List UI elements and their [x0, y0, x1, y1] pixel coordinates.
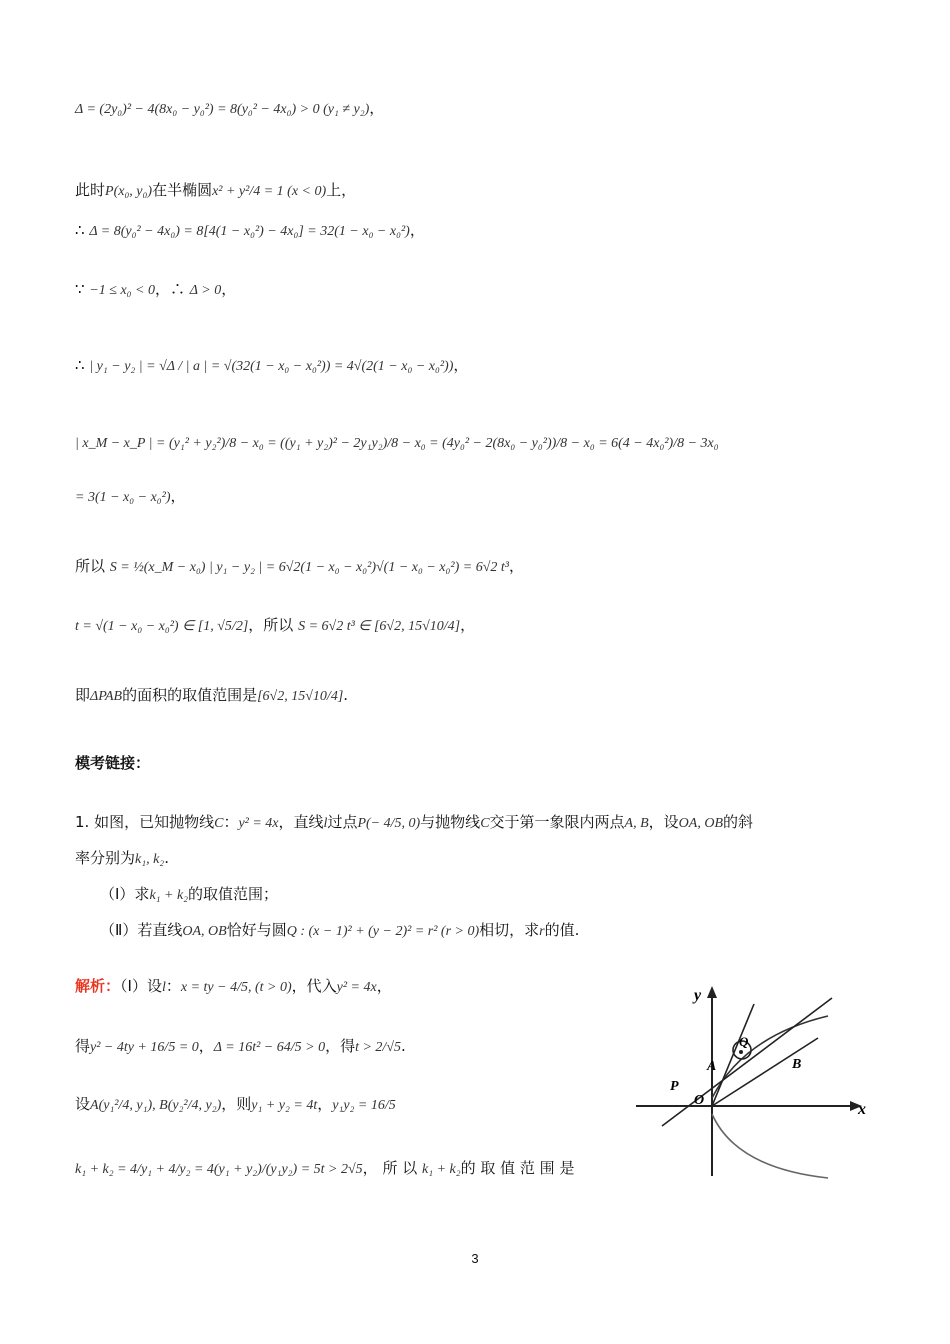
delta-expand-line: ∴ Δ = 8(y₀² − 4x₀) = 8[4(1 − x₀²) − 4x₀] = 32(1 − x₀ − x₀²)， — [75, 221, 425, 239]
delta-equation: Δ = (2y₀)² − 4(8x₀ − y₀²) = 8(y₀² − 4x₀) > 0 (y₁ ≠ y₂) — [75, 102, 370, 117]
x-difference-result: = 3(1 − x₀ − x₀²) — [75, 490, 171, 505]
x-axis-label: x — [858, 1101, 866, 1118]
area-line: 所以 S = ½(x_M − x₀) | y₁ − y₂ | = 6√2(1 − x₀ − x₀²)√(1 − x₀ − x₀²) = 6√2 t³， — [75, 557, 524, 575]
problem-line-2: 率分别为k₁, k₂. — [75, 849, 169, 867]
parabola-figure — [632, 978, 874, 1184]
vieta-sum: y₁ + y₂ = 4t — [251, 1098, 318, 1113]
vieta-product: y₁y₂ = 16/5 — [332, 1098, 396, 1113]
problem-line-1: 1. 如图，已知抛物线C：y² = 4x，直线l过点P(− 4/5, 0)与抛物线C交于第一象限内两点A, B，设OA, OB的斜 — [75, 813, 754, 831]
t-range-line: t = √(1 − x₀ − x₀²) ∈ [1, √5/2]，所以 S = 6√2 t³ ∈ [6√2, 15√10/4]， — [75, 616, 476, 634]
analysis-line-1: 解析：（Ⅰ）设l：x = ty − 4/5, (t > 0)，代入y² = 4x， — [75, 977, 392, 995]
point-p-label: P — [670, 1079, 679, 1094]
y-difference: | y₁ − y₂ | = √Δ / | a | = √(32(1 − x₀ − x₀²)) = 4√(2(1 − x₀ − x₀²)) — [89, 359, 454, 374]
circle-center-dot — [739, 1050, 743, 1054]
section-title: 模考链接： — [75, 754, 151, 772]
problem-part-1: （Ⅰ）求k₁ + k₂的取值范围； — [100, 885, 279, 903]
page-number: 3 — [471, 1251, 479, 1266]
ellipse-equation: x² + y²/4 = 1 (x < 0) — [212, 184, 327, 199]
final-answer-line: 即ΔPAB的面积的取值范围是[6√2, 15√10/4]. — [75, 686, 349, 704]
x-difference: | x_M − x_P | = (y₁² + y₂²)/8 − x₀ = ((y₁ + y₂)² − 2y₁y₂)/8 − x₀ = (4y₀² − 2(8x₀ − y₀²))/8 − x₀ = 6(4 − 4x₀²)/8 − 3x₀ — [75, 436, 719, 451]
area-expression: S = ½(x_M − x₀) | y₁ − y₂ | = 6√2(1 − x₀ − x₀²)√(1 − x₀ − x₀²) = 6√2 t³ — [109, 560, 509, 575]
point-q-label: Q — [739, 1034, 749, 1049]
point-p: P(x₀, y₀) — [105, 184, 153, 199]
y-axis-label: y — [694, 987, 702, 1004]
circle-equation: Q : (x − 1)² + (y − 2)² = r² (r > 0) — [286, 924, 480, 939]
delta-positive: Δ > 0 — [189, 283, 222, 298]
triangle-pab: ΔPAB — [90, 689, 123, 704]
t-bound: t > 2/√5 — [355, 1040, 402, 1055]
x0-range: −1 ≤ x₀ < 0 — [89, 283, 155, 298]
point-b-label: B — [792, 1057, 802, 1072]
parabola-equation: y² = 4x — [238, 816, 279, 831]
origin-label: O — [694, 1093, 705, 1108]
problem-part-2: （Ⅱ）若直线OA, OB恰好与圆Q : (x − 1)² + (y − 2)² = r² (r > 0)相切，求r的值. — [100, 921, 580, 939]
figure-background — [632, 978, 874, 1184]
y-difference-line: ∴ | y₁ − y₂ | = √Δ / | a | = √(32(1 − x₀ − x₀²)) = 4√(2(1 − x₀ − x₀²))， — [75, 356, 469, 374]
p-on-ellipse-line: 此时P(x₀, y₀)在半椭圆x² + y²/4 = 1 (x < 0)上， — [75, 181, 357, 199]
x0-range-line: ∵ −1 ≤ x₀ < 0，∴ Δ > 0， — [75, 280, 237, 298]
final-range: [6√2, 15√10/4] — [257, 689, 344, 704]
analysis-line-4: k₁ + k₂ = 4/y₁ + 4/y₂ = 4(y₁ + y₂)/(y₁y₂) = 5t > 2√5， 所 以 k₁ + k₂的 取 值 范 围 是 — [75, 1159, 575, 1177]
point-p-coord: P(− 4/5, 0) — [357, 816, 421, 831]
delta-expansion: Δ = 8(y₀² − 4x₀) = 8[4(1 − x₀²) − 4x₀] = 32(1 − x₀ − x₀²) — [89, 224, 410, 239]
slope-sum: k₁ + k₂ = 4/y₁ + 4/y₂ = 4(y₁ + y₂)/(y₁y₂) = 5t > 2√5 — [75, 1162, 363, 1177]
discriminant: Δ = 16t² − 64/5 > 0 — [213, 1040, 326, 1055]
x-difference-line — [75, 432, 719, 454]
quadratic: y² − 4ty + 16/5 = 0 — [90, 1040, 199, 1055]
analysis-line-3: 设A(y₁²/4, y₁), B(y₂²/4, y₂)，则y₁ + y₂ = 4t，y₁y₂ = 16/5 — [75, 1095, 396, 1113]
points-ab: A(y₁²/4, y₁), B(y₂²/4, y₂) — [90, 1098, 222, 1113]
analysis-label: 解析： — [75, 977, 121, 995]
t-expression: t = √(1 − x₀ − x₀²) ∈ [1, √5/2] — [75, 619, 249, 634]
delta-line: Δ = (2y₀)² − 4(8x₀ − y₀²) = 8(y₀² − 4x₀) > 0 (y₁ ≠ y₂)， — [75, 99, 385, 117]
s-range: S = 6√2 t³ ∈ [6√2, 15√10/4] — [298, 619, 461, 634]
point-a-label: A — [707, 1059, 717, 1074]
x-difference-line-2: = 3(1 − x₀ − x₀²)， — [75, 487, 186, 505]
line-equation: x = ty − 4/5, (t > 0) — [180, 980, 292, 995]
analysis-line-2: 得y² − 4ty + 16/5 = 0，Δ = 16t² − 64/5 > 0，得t > 2/√5. — [75, 1037, 406, 1055]
